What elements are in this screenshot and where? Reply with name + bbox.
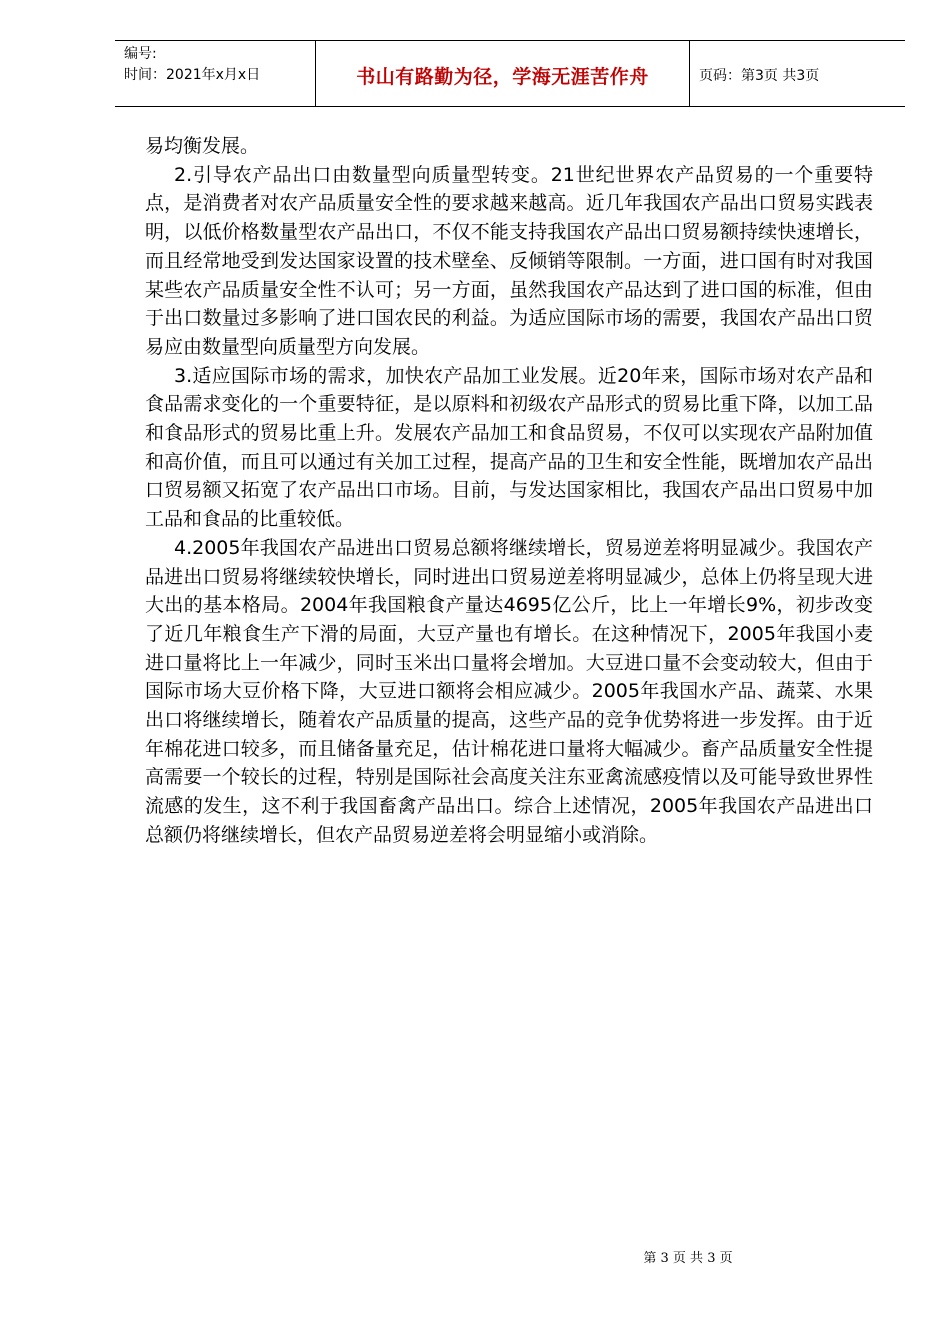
header-meta-cell xyxy=(115,41,316,106)
header-motto: 书山有路勤为径，学海无涯苦作舟 xyxy=(356,66,649,88)
paragraph-2: 2.引导农产品出口由数量型向质量型转变。21世纪世界农产品贸易的一个重要特点，是消费者对农产品质量安全性的要求越来越高。近几年我国农产品出口贸易实践表明，以低价格数量型农产品出口，不仅不能支持我国农产品出口贸易额持续快速增长，而且经常地受到发达国家设置的技术壁垒、反倾销等限制。一方面，进口国有时对我国某些农产品质量安全性不认可；另一方面，虽然我国农产品达到了进口国的标准，但由于出口数量过多影响了进口国农民的利益。为适应国际市场的需要，我国农产品出口贸易应由数量型向质量型方向发展。 xyxy=(145,163,873,358)
paragraph-continuation: 易均衡发展。 xyxy=(145,135,260,157)
header-page-cell xyxy=(690,41,905,106)
document-body xyxy=(145,132,873,850)
document-number-label: 编号: xyxy=(124,46,157,62)
paragraph-4: 4.2005年我国农产品进出口贸易总额将继续增长，贸易逆差将明显减少。我国农产品进出口贸易将继续较快增长，同时进出口贸易逆差将明显减少，总体上仍将呈现大进大出的基本格局。2004年我国粮食产量达4695亿公斤，比上一年增长9%，初步改变了近几年粮食生产下滑的局面，大豆产量也有增长。在这种情况下，2005年我国小麦进口量将比上一年减少，同时玉米出口量将会增加。大豆进口量不会变动较大，但由于国际市场大豆价格下降，大豆进口额将会相应减少。2005年我国水产品、蔬菜、水果出口将继续增长，随着农产品质量的提高，这些产品的竞争优势将进一步发挥。由于近年棉花进口较多，而且储备量充足，估计棉花进口量将大幅减少。畜产品质量安全性提高需要一个较长的过程，特别是国际社会高度关注东亚禽流感疫情以及可能导致世界性流感的发生，这不利于我国畜禽产品出口。综合上述情况，2005年我国农产品进出口总额仍将继续增长，但农产品贸易逆差将会明显缩小或消除。 xyxy=(145,536,873,846)
paragraph-3: 3.适应国际市场的需求，加快农产品加工业发展。近20年来，国际市场对农产品和食品需求变化的一个重要特征，是以原料和初级农产品形式的贸易比重下降，以加工品和食品形式的贸易比重上升。发展农产品加工和食品贸易，不仅可以实现农产品附加值和高价值，而且可以通过有关加工过程，提高产品的卫生和安全性能，既增加农产品出口贸易额又拓宽了农产品出口市场。目前，与发达国家相比，我国农产品出口贸易中加工品和食品的比重较低。 xyxy=(145,364,873,531)
header-page-label: 页码：第3页 共3页 xyxy=(699,67,820,84)
page-header xyxy=(115,40,905,107)
page-footer: 第 3 页 共 3 页 xyxy=(643,1251,733,1266)
header-motto-cell xyxy=(316,41,690,106)
document-time-label: 时间：2021年x月x日 xyxy=(124,67,261,83)
